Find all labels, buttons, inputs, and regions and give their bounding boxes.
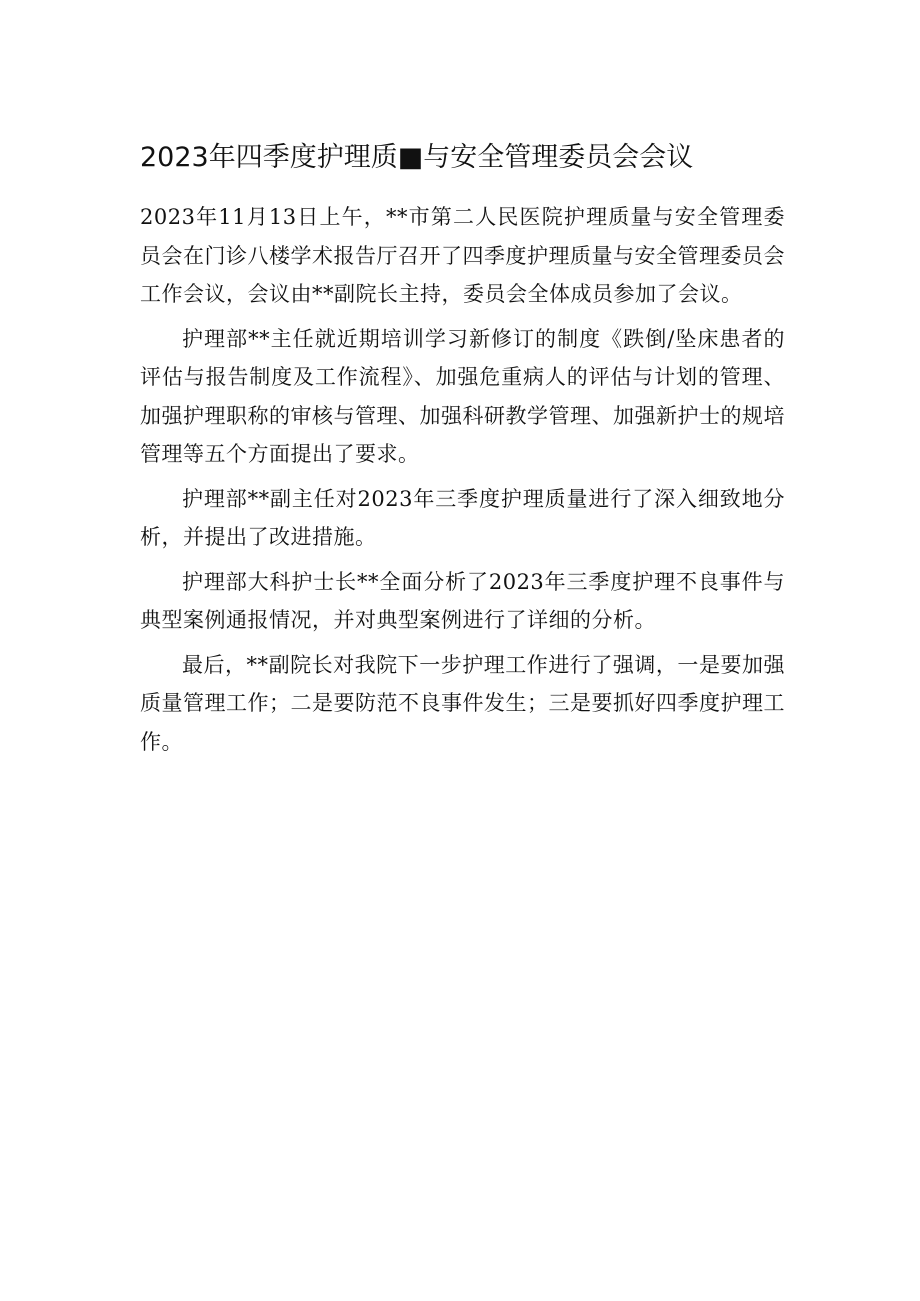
paragraph-quality-analysis: 护理部**副主任对2023年三季度护理质量进行了深入细致地分析，并提出了改进措施。 — [140, 486, 785, 549]
paragraph-director-requirements: 护理部**主任就近期培训学习新修订的制度《跌倒/坠床患者的评估与报告制度及工作流程》、加强危重病人的评估与计划的管理、加强护理职称的审核与管理、加强科研教学管理、加强新护士的规培管理等五个方面提出了要求。 — [140, 326, 785, 466]
paragraph-conclusion: 最后，**副院长对我院下一步护理工作进行了强调，一是要加强质量管理工作；二是要防范不良事件发生；三是要抓好四季度护理工作。 — [140, 652, 785, 754]
document-body — [140, 198, 785, 767]
paragraph-meeting-intro: 2023年11月13日上午，**市第二人民医院护理质量与安全管理委员会在门诊八楼学术报告厅召开了四季度护理质量与安全管理委员会工作会议，会议由**副院长主持，委员会全体成员参加了会议。 — [140, 205, 785, 306]
paragraph-adverse-events: 护理部大科护士长**全面分析了2023年三季度护理不良事件与典型案例通报情况，并对典型案例进行了详细的分析。 — [140, 569, 785, 632]
document-title: 2023年四季度护理质■与安全管理委员会会议 — [140, 142, 694, 173]
